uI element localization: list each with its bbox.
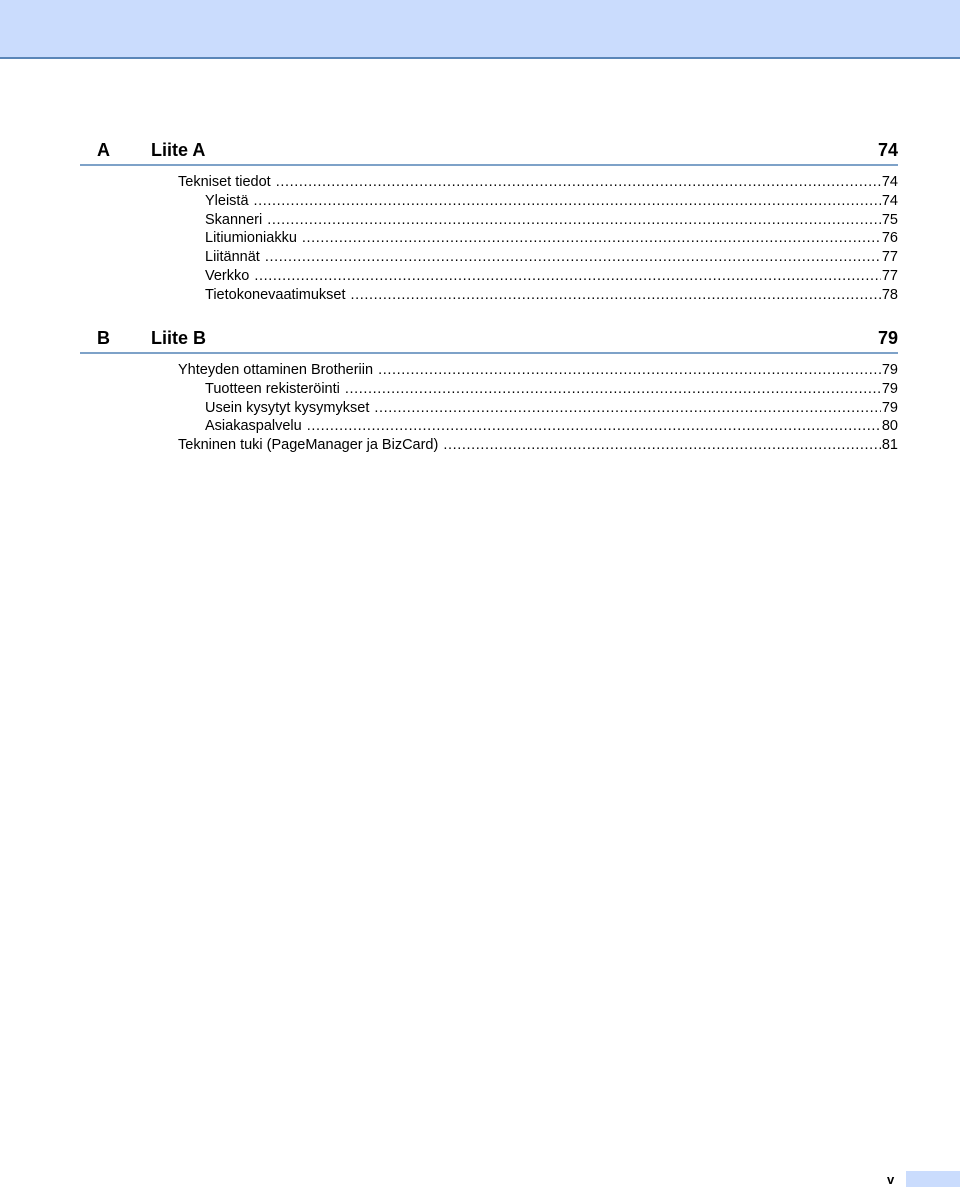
dot-leader: [374, 399, 881, 418]
toc-entry[interactable]: [178, 361, 898, 380]
toc-entry[interactable]: [178, 399, 898, 418]
toc-entry[interactable]: [178, 173, 898, 192]
toc-entry[interactable]: [178, 380, 898, 399]
toc-entry-title: Yhteyden ottaminen Brotheriin: [178, 362, 374, 378]
dot-leader: [351, 286, 881, 305]
toc-entry-page: 76: [881, 230, 898, 247]
chapter-title: Liite B: [151, 328, 207, 348]
toc-entry-title: Tietokonevaatimukset: [205, 286, 346, 303]
toc-entry-page: 75: [881, 211, 898, 228]
dot-leader: [265, 248, 881, 267]
toc-entry[interactable]: [178, 436, 898, 455]
toc-entry-page: 81: [881, 437, 898, 454]
dot-leader: [254, 267, 881, 286]
toc-entry[interactable]: [178, 286, 898, 305]
toc-entry-title: Tekniset tiedot: [178, 174, 271, 190]
dot-leader: [443, 436, 881, 455]
toc-entry-title: Tuotteen rekisteröinti: [205, 380, 340, 397]
toc-entry-title: Verkko: [205, 267, 250, 284]
toc-entry[interactable]: [178, 211, 898, 230]
toc-entry-page: 74: [881, 192, 898, 209]
toc-entry-title: Liitännät: [205, 249, 260, 266]
footer-tab: [906, 1171, 960, 1187]
toc-entry-page: 79: [881, 362, 898, 378]
toc-entry-title: Usein kysytyt kysymykset: [205, 399, 370, 416]
toc-entry-title: Tekninen tuki (PageManager ja BizCard): [178, 437, 439, 454]
toc-entry-page: 79: [881, 380, 898, 397]
dot-leader: [378, 361, 881, 380]
toc-entry[interactable]: [178, 248, 898, 267]
chapter-page-number: 74: [877, 140, 898, 160]
dot-leader: [307, 417, 881, 436]
page-number: v: [887, 1172, 895, 1187]
toc-entry-title: Litiumioniakku: [205, 230, 297, 247]
dot-leader: [345, 380, 881, 399]
toc-entry-page: 79: [881, 399, 898, 416]
toc-entry[interactable]: [178, 267, 898, 286]
toc-entry[interactable]: [178, 192, 898, 211]
chapter-b-entries: [178, 361, 898, 455]
toc-entry-page: 80: [881, 418, 898, 435]
toc-entry[interactable]: [178, 417, 898, 436]
chapter-page-number: 79: [877, 328, 898, 348]
toc-entry-page: 74: [881, 174, 898, 190]
toc-entry-title: Skanneri: [205, 211, 263, 228]
toc-entry-page: 77: [881, 249, 898, 266]
dot-leader: [276, 173, 881, 192]
toc-entry-page: 77: [881, 267, 898, 284]
dot-leader: [254, 192, 881, 211]
chapter-a-entries: [178, 173, 898, 305]
dot-leader: [302, 229, 881, 248]
chapter-heading-a[interactable]: [80, 138, 898, 166]
chapter-title: Liite A: [151, 140, 206, 160]
toc-entry-page: 78: [881, 286, 898, 303]
dot-leader: [267, 211, 881, 230]
toc-entry[interactable]: [178, 229, 898, 248]
chapter-letter: A: [97, 140, 110, 160]
header-band: [0, 0, 960, 59]
toc-entry-title: Asiakaspalvelu: [205, 418, 302, 435]
chapter-heading-b[interactable]: [80, 326, 898, 354]
chapter-letter: B: [97, 328, 110, 348]
toc-entry-title: Yleistä: [205, 192, 249, 209]
